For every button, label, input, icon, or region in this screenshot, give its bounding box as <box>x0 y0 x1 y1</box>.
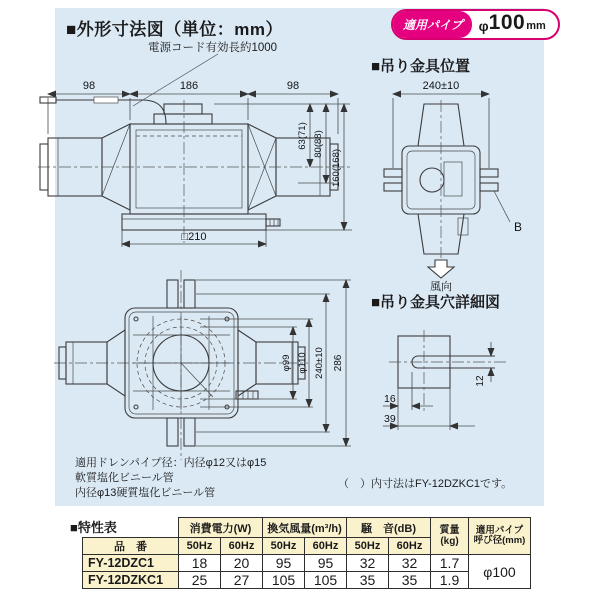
header-mass <box>431 518 469 555</box>
pipe-badge-label: 適用パイプ <box>393 11 472 38</box>
spec-table-title: ■特性表 <box>70 520 117 535</box>
header-pipe-line1: 適用パイプ <box>475 524 524 536</box>
dim-240-top: 240±10 <box>422 80 460 92</box>
cell-value: 32 <box>389 555 431 572</box>
dim-98-left: 98 <box>82 80 96 92</box>
header-pipe-line2: 呼び径(mm) <box>473 535 526 546</box>
cell-value: 1.7 <box>431 555 469 572</box>
model-name: FY-12DZKC1 <box>83 572 179 589</box>
bracket-position-title: ■吊り金具位置 <box>371 58 471 75</box>
dim-phi110: φ110 <box>297 352 308 374</box>
cell-value: 95 <box>263 555 305 572</box>
header-model: 品 番 <box>83 538 179 555</box>
side-view-drawing <box>38 38 360 250</box>
cell-value: 1.9 <box>431 572 469 589</box>
cell-pipe-size: φ100 <box>469 555 531 589</box>
b-leader-line <box>494 191 510 222</box>
airflow-arrow <box>428 260 454 278</box>
cell-value: 95 <box>305 555 347 572</box>
model-name: FY-12DZC1 <box>83 555 179 572</box>
cell-value: 20 <box>221 555 263 572</box>
header-airflow-60hz: 60Hz <box>305 538 347 555</box>
page-title: ■外形寸法図（単位：mm） <box>66 20 283 39</box>
header-noise-60hz: 60Hz <box>389 538 431 555</box>
table-row <box>83 555 531 572</box>
bracket-hole-drawing <box>375 326 545 461</box>
pipe-diameter-value: 100 <box>488 11 526 34</box>
dim-98-right: 98 <box>286 80 300 92</box>
dim-240-pitch: 240±10 <box>314 347 325 379</box>
dim-12: 12 <box>475 375 486 387</box>
header-power-60hz: 60Hz <box>221 538 263 555</box>
terminal-box <box>164 104 202 114</box>
dim-186: 186 <box>179 80 199 92</box>
drain-note-line2: 軟質塩化ビニール管 <box>75 472 174 484</box>
table-row <box>83 572 531 589</box>
cell-value: 105 <box>263 572 305 589</box>
header-noise-50hz: 50Hz <box>347 538 389 555</box>
phi-symbol: φ <box>478 17 489 34</box>
cell-value: 18 <box>179 555 221 572</box>
power-cord <box>56 100 166 124</box>
cell-value: 35 <box>347 572 389 589</box>
dim-39: 39 <box>384 413 396 425</box>
cord-leader-line <box>133 54 218 106</box>
base-plate <box>122 214 266 230</box>
header-airflow: 換気風量(m³/h) <box>263 518 347 538</box>
header-power: 消費電力(W) <box>179 518 263 538</box>
dim-80-88: 80(88) <box>313 130 324 158</box>
cell-value: 35 <box>389 572 431 589</box>
bracket-position-drawing <box>372 76 562 294</box>
dim-210: □210 <box>181 231 207 243</box>
header-pipe <box>469 518 531 555</box>
right-bracket <box>480 169 498 177</box>
left-bracket <box>384 169 402 177</box>
paren-dimension-note: （ ）内寸法はFY-12DZKC1です。 <box>338 478 513 490</box>
pipe-badge <box>391 9 560 40</box>
mount-tab <box>167 280 178 308</box>
header-mass-line1: 質量 <box>439 525 460 536</box>
point-b-label: B <box>514 220 523 234</box>
bottom-view-drawing <box>50 268 360 463</box>
table-title-spacer <box>83 518 179 538</box>
cell-value: 32 <box>347 555 389 572</box>
header-airflow-50hz: 50Hz <box>263 538 305 555</box>
drain-pipe-note <box>75 456 266 501</box>
dim-160-168: 160(168) <box>331 148 342 188</box>
cell-value: 27 <box>221 572 263 589</box>
header-power-50hz: 50Hz <box>179 538 221 555</box>
spec-table <box>82 517 531 589</box>
fan-body <box>130 124 248 214</box>
cell-value: 25 <box>179 572 221 589</box>
wind-direction-label: 風向 <box>430 281 452 293</box>
header-mass-line2: (kg) <box>440 536 459 547</box>
cord-length-label: 電源コード有効長約1000 <box>148 42 278 54</box>
dim-16: 16 <box>384 393 396 405</box>
dim-286: 286 <box>333 354 344 372</box>
drain-note-line1: 適用ドレンパイプ径：内径φ12又はφ15 <box>75 457 267 469</box>
pipe-diameter-unit: mm <box>526 20 546 32</box>
drain-note-line3: 内径φ13硬質塩化ビニール管 <box>75 487 216 499</box>
cell-value: 105 <box>305 572 347 589</box>
dim-phi99: φ99 <box>281 354 292 372</box>
header-noise: 騒 音(dB) <box>347 518 431 538</box>
dim-63-71: 63(71) <box>297 122 308 150</box>
pipe-badge-value-group <box>472 11 558 38</box>
bracket-hole-title: ■吊り金具穴詳細図 <box>371 294 501 311</box>
